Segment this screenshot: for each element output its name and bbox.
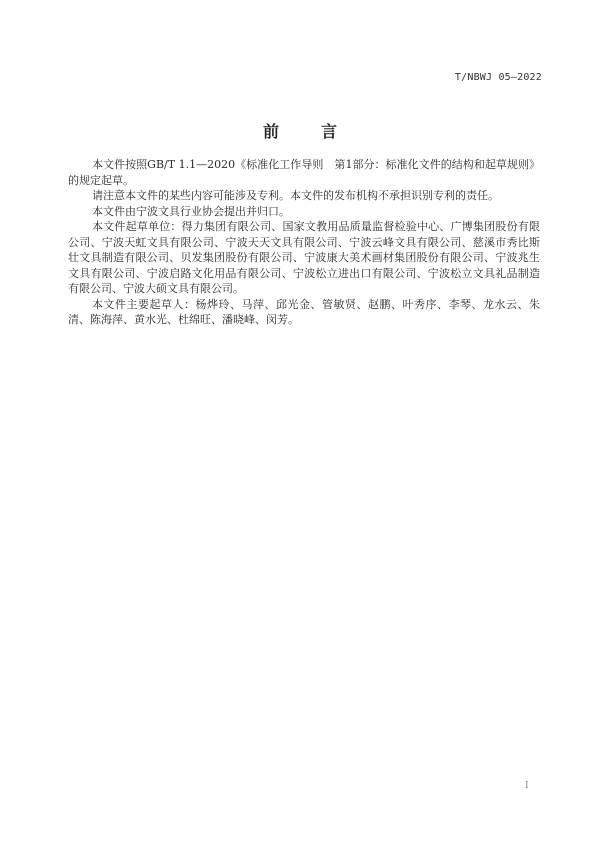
paragraph-drafting-basis: 本文件按照GB/T 1.1—2020《标准化工作导则 第1部分：标准化文件的结构和起草规则》的规定起草。	[68, 158, 540, 187]
page-number: I	[525, 781, 529, 791]
title-char-1: 前	[262, 122, 279, 141]
page-title	[0, 119, 600, 142]
foreword-body	[68, 157, 540, 328]
paragraph-drafting-units: 本文件起草单位：得力集团有限公司、国家文教用品质量监督检验中心、广博集团股份有限公司、宁波天虹文具有限公司、宁波天天文具有限公司、宁波云峰文具有限公司、慈溪市秀比斯壮文具制造有限公司、贝发集团股份有限公司、宁波康大美术画材集团股份有限公司、宁波兆生文具有限公司、宁波启路文化用品有限公司、宁波松立进出口有限公司、宁波松立文具礼品制造有限公司、宁波大硕文具有限公司。	[68, 220, 540, 295]
paragraph-patent-notice: 请注意本文件的某些内容可能涉及专利。本文件的发布机构不承担识别专利的责任。	[92, 189, 499, 202]
paragraph-drafters: 本文件主要起草人：杨烨玲、马萍、邱光金、管敏贤、赵鹏、叶秀序、李琴、龙水云、朱清、陈海萍、黄水光、杜绵旺、潘晓峰、闵芳。	[68, 297, 540, 326]
title-char-2: 言	[321, 122, 338, 141]
paragraph-proposer: 本文件由宁波文具行业协会提出并归口。	[92, 204, 290, 218]
document-code: T/NBWJ 05—2022	[454, 72, 542, 83]
